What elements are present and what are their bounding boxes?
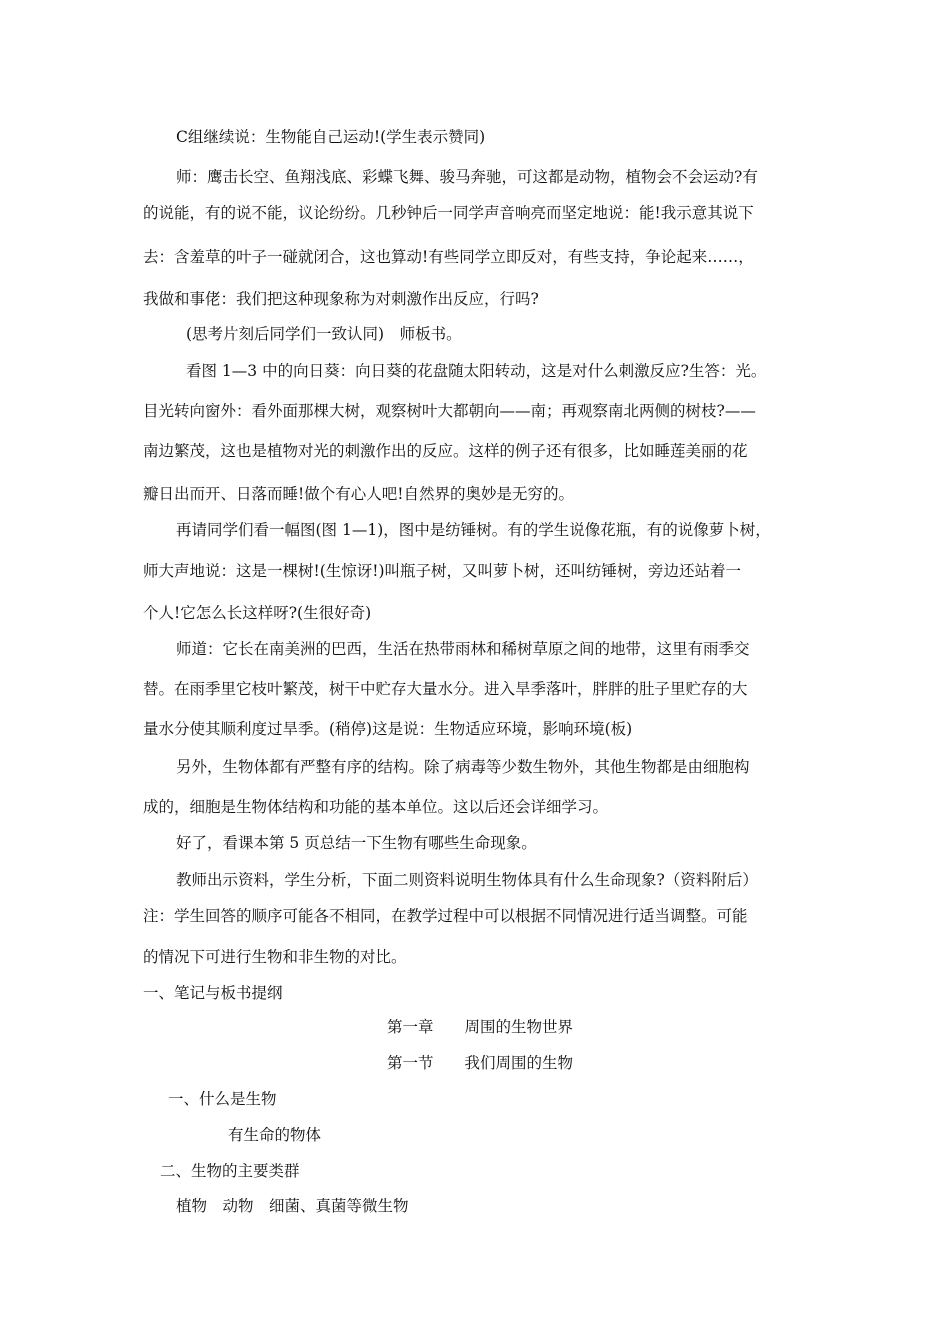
chapter-title: 第一章 周围的生物世界: [387, 1018, 574, 1036]
paragraph-line: 再请同学们看一幅图(图 1—1)，图中是纺锤树。有的学生说像花瓶，有的说像萝卜树，: [176, 521, 771, 539]
paragraph-line: C组继续说：生物能自己运动!(学生表示赞同): [176, 128, 486, 146]
paragraph-line: 的情况下可进行生物和非生物的对比。: [143, 948, 407, 966]
outline-heading: 一、什么是生物: [168, 1090, 277, 1108]
paragraph-line: 看图 1—3 中的向日葵：向日葵的花盘随太阳转动，这是对什么刺激反应?生答：光。: [186, 362, 767, 380]
paragraph-line: 成的，细胞是生物体结构和功能的基本单位。这以后还会详细学习。: [143, 798, 609, 816]
paragraph-line: 师：鹰击长空、鱼翔浅底、彩蝶飞舞、骏马奔驰，可这都是动物，植物会不会运动?有: [176, 168, 758, 186]
outline-item: 有生命的物体: [228, 1126, 322, 1144]
paragraph-line: 去：含羞草的叶子一碰就闭合，这也算动!有些同学立即反对，有些支持，争论起来……，: [143, 248, 754, 266]
paragraph-line: 量水分使其顺利度过旱季。(稍停)这是说：生物适应环境，影响环境(板): [143, 720, 633, 738]
paragraph-line: (思考片刻后同学们一致认同) 师板书。: [186, 325, 462, 343]
paragraph-line: 瓣日出而开、日落而睡!做个有心人吧!自然界的奥妙是无穷的。: [143, 485, 574, 503]
paragraph-line: 目光转向窗外：看外面那棵大树，观察树叶大都朝向——南；再观察南北两侧的树枝?——: [143, 402, 756, 420]
paragraph-line: 另外，生物体都有严整有序的结构。除了病毒等少数生物外，其他生物都是由细胞构: [176, 758, 750, 776]
paragraph-line: 师大声地说：这是一棵树!(生惊讶!)叫瓶子树，又叫萝卜树，还叫纺锤树，旁边还站着一: [143, 562, 742, 580]
section-heading: 一、笔记与板书提纲: [143, 984, 283, 1002]
paragraph-line: 的说能，有的说不能，议论纷纷。几秒钟后一同学声音响亮而坚定地说：能!我示意其说下: [143, 204, 754, 222]
paragraph-line: 替。在雨季里它枝叶繁茂，树干中贮存大量水分。进入旱季落叶，胖胖的肚子里贮存的大: [143, 680, 748, 698]
section-title: 第一节 我们周围的生物: [387, 1054, 574, 1072]
paragraph-line: 南边繁茂，这也是植物对光的刺激作出的反应。这样的例子还有很多，比如睡莲美丽的花: [143, 442, 748, 460]
paragraph-line: 好了，看课本第 5 页总结一下生物有哪些生命现象。: [176, 834, 537, 852]
outline-item: 植物 动物 细菌、真菌等微生物: [176, 1197, 409, 1215]
paragraph-line: 师道：它长在南美洲的巴西，生活在热带雨林和稀树草原之间的地带，这里有雨季交: [176, 640, 750, 658]
outline-heading: 二、生物的主要类群: [160, 1162, 300, 1180]
paragraph-line: 教师出示资料，学生分析，下面二则资料说明生物体具有什么生命现象?（资料附后）: [176, 871, 758, 889]
paragraph-line: 个人!它怎么长这样呀?(生很好奇): [143, 604, 372, 622]
paragraph-line: 我做和事佬：我们把这种现象称为对刺激作出反应，行吗?: [143, 290, 539, 308]
paragraph-line: 注：学生回答的顺序可能各不相同，在教学过程中可以根据不同情况进行适当调整。可能: [143, 907, 748, 925]
